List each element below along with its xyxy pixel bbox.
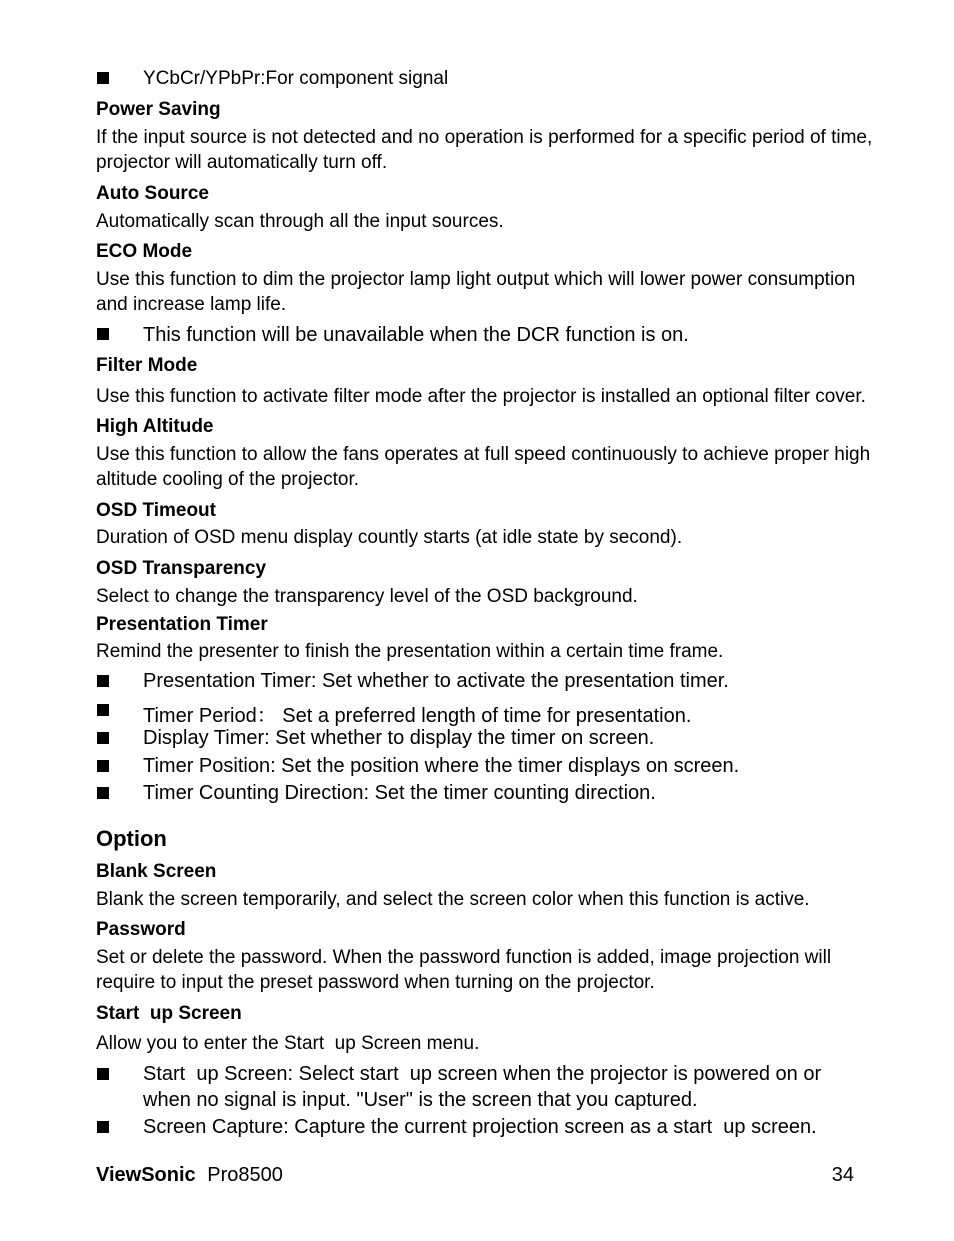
startup-screen-bullet-1b: when no signal is input. "User" is the screen that you captured. — [143, 1089, 698, 1111]
power-saving-heading: Power Saving — [96, 99, 221, 120]
eco-mode-text-1: Use this function to dim the projector lamp light output which will lower power consumption — [96, 269, 856, 290]
presentation-timer-bullet: Presentation Timer: Set whether to activate the presentation timer. — [143, 670, 729, 692]
presentation-timer-bullet: Display Timer: Set whether to display the timer on screen. — [143, 727, 655, 749]
bullet-square-icon — [97, 72, 109, 84]
bullet-square-icon — [97, 328, 109, 340]
eco-mode-text-2: and increase lamp life. — [96, 294, 287, 315]
presentation-timer-heading: Presentation Timer — [96, 614, 268, 635]
bullet-square-icon — [97, 675, 109, 687]
presentation-timer-bullet: Timer Counting Direction: Set the timer counting direction. — [143, 782, 656, 804]
password-heading: Password — [96, 919, 186, 940]
startup-screen-bullet-2: Screen Capture: Capture the current projection screen as a start up screen. — [143, 1116, 817, 1138]
high-altitude-text-2: altitude cooling of the projector. — [96, 469, 360, 490]
intro-bullet-text: YCbCr/YPbPr:For component signal — [143, 68, 449, 89]
blank-screen-text: Blank the screen temporarily, and select the screen color when this function is active. — [96, 889, 810, 910]
bullet-square-icon — [97, 787, 109, 799]
osd-transparency-heading: OSD Transparency — [96, 558, 267, 579]
page-number: 34 — [831, 1164, 854, 1186]
blank-screen-heading: Blank Screen — [96, 861, 217, 882]
power-saving-text-1: If the input source is not detected and no operation is performed for a specific period of time, — [96, 127, 873, 148]
osd-timeout-heading: OSD Timeout — [96, 500, 216, 521]
filter-mode-heading: Filter Mode — [96, 355, 198, 376]
auto-source-heading: Auto Source — [96, 183, 209, 204]
bullet-square-icon — [97, 760, 109, 772]
auto-source-text: Automatically scan through all the input sources. — [96, 211, 504, 232]
osd-transparency-text: Select to change the transparency level of the OSD background. — [96, 586, 638, 607]
bullet-square-icon — [97, 732, 109, 744]
osd-timeout-text: Duration of OSD menu display countly starts (at idle state by second). — [96, 527, 683, 548]
footer-brand-name: ViewSonic — [96, 1164, 196, 1186]
high-altitude-heading: High Altitude — [96, 416, 214, 437]
bullet-square-icon — [97, 1121, 109, 1133]
bullet-square-icon — [97, 1068, 109, 1080]
high-altitude-text-1: Use this function to allow the fans operates at full speed continuously to achieve proper high — [96, 444, 871, 465]
footer-model: Pro8500 — [207, 1164, 283, 1186]
startup-screen-bullet-1a: Start up Screen: Select start up screen when the projector is powered on or — [143, 1063, 822, 1085]
password-text-1: Set or delete the password. When the password function is added, image projection will — [96, 947, 832, 968]
bullet-square-icon — [97, 704, 109, 716]
presentation-timer-text: Remind the presenter to finish the presentation within a certain time frame. — [96, 641, 724, 662]
eco-mode-heading: ECO Mode — [96, 241, 193, 262]
power-saving-text-2: projector will automatically turn off. — [96, 152, 388, 173]
startup-screen-text: Allow you to enter the Start up Screen menu. — [96, 1033, 480, 1054]
password-text-2: require to input the preset password when turning on the projector. — [96, 972, 655, 993]
option-section-title: Option — [96, 826, 167, 851]
startup-screen-heading: Start up Screen — [96, 1003, 242, 1024]
footer-brand — [96, 1164, 283, 1187]
presentation-timer-bullet: Timer Position: Set the position where the timer displays on screen. — [143, 755, 740, 777]
presentation-timer-bullet: Timer Period： Set a preferred length of time for presentation. — [143, 705, 692, 727]
filter-mode-text: Use this function to activate filter mode after the projector is installed an optional filter cover. — [96, 386, 866, 407]
eco-mode-bullet: This function will be unavailable when the DCR function is on. — [143, 324, 689, 346]
